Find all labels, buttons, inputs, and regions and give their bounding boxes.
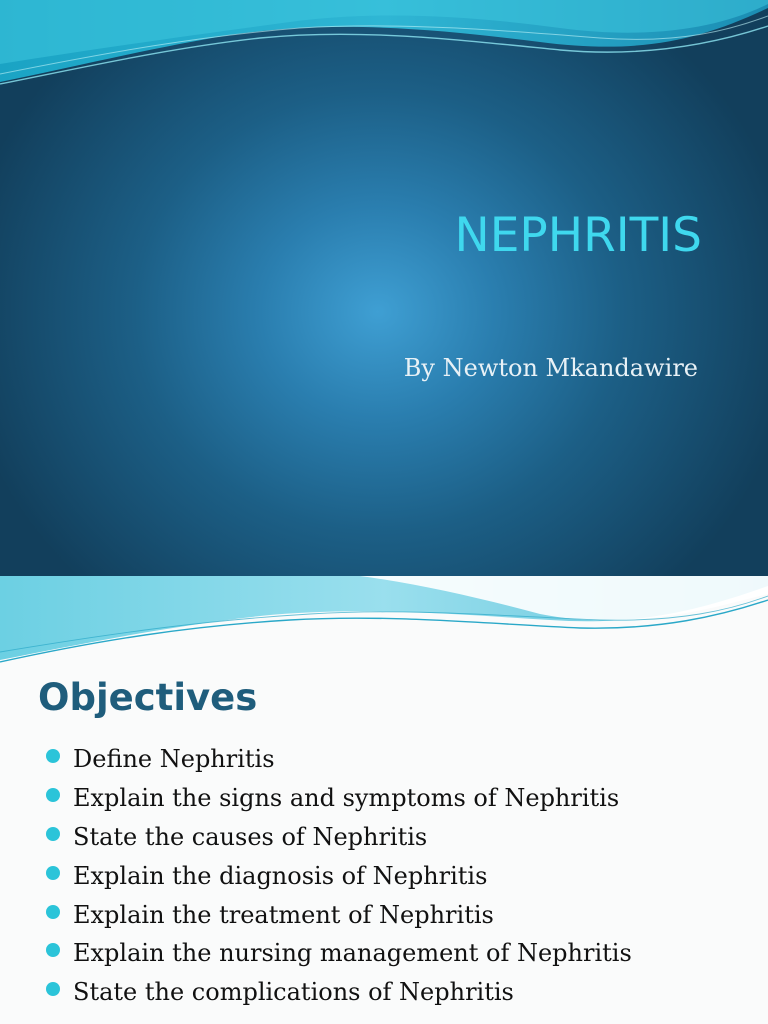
decorative-wave-top [0,0,768,100]
list-item [46,934,632,973]
list-item [46,818,632,857]
list-item [46,973,632,1012]
list-item [46,895,632,934]
objectives-list [46,740,632,1012]
objective-text: State the causes of Nephritis [73,822,428,851]
bullet-dot-icon [46,943,60,957]
objective-text: Define Nephritis [73,745,275,774]
objectives-heading: Objectives [38,676,258,719]
slide-title: NEPHRITIS [454,208,702,263]
objective-text: State the complications of Nephritis [73,978,514,1007]
bullet-dot-icon [46,905,60,919]
bullet-dot-icon [46,866,60,880]
objective-text: Explain the diagnosis of Nephritis [73,861,488,890]
objective-text: Explain the treatment of Nephritis [73,900,494,929]
bullet-dot-icon [46,827,60,841]
slide-subtitle: By Newton Mkandawire [403,354,698,382]
list-item [46,740,632,779]
list-item [46,856,632,895]
objectives-slide [0,576,768,1024]
objective-text: Explain the signs and symptoms of Nephritis [73,784,620,813]
decorative-wave-top [0,576,768,668]
list-item [46,779,632,818]
bullet-dot-icon [46,749,60,763]
bullet-dot-icon [46,788,60,802]
bullet-dot-icon [46,982,60,996]
objective-text: Explain the nursing management of Nephritis [73,939,632,968]
